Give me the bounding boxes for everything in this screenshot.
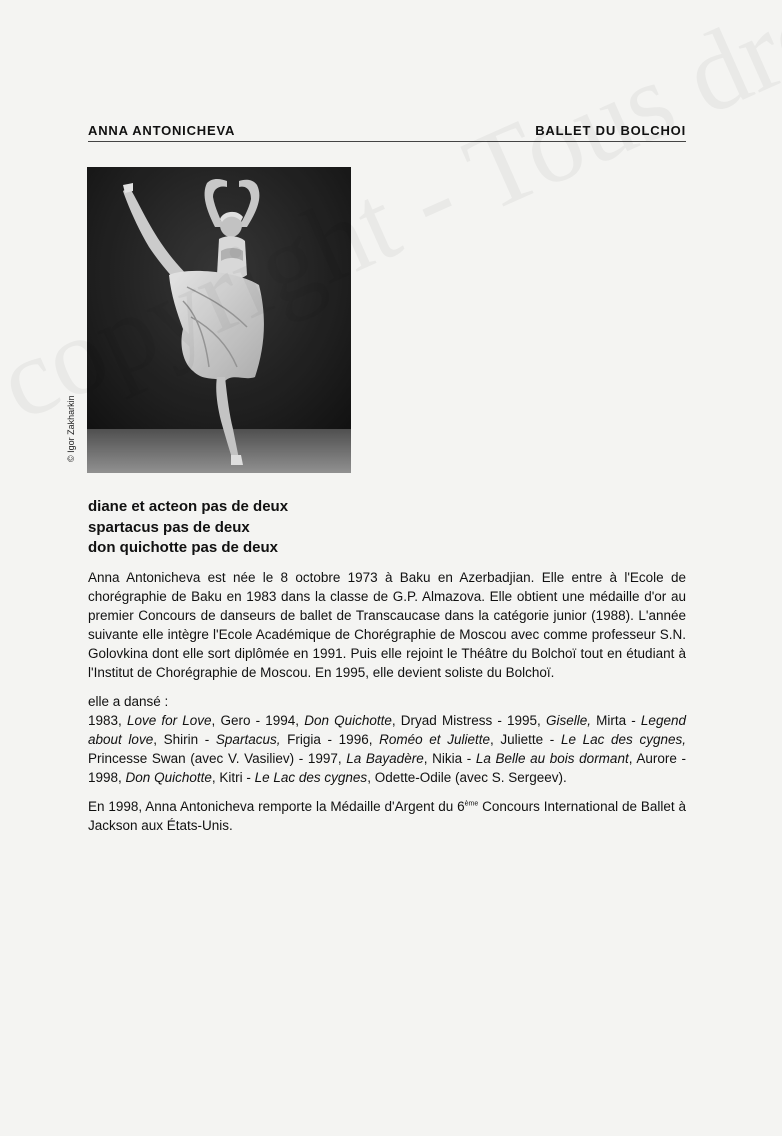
role-text: , Dryad Mistress - 1995, bbox=[391, 713, 546, 729]
repertoire-titles bbox=[88, 497, 288, 559]
award-text-after: Concours International de Ballet à Jackson aux États-Unis. bbox=[88, 798, 686, 833]
work-title: La Belle au bois dormant bbox=[475, 751, 629, 767]
header-divider bbox=[88, 141, 686, 142]
role-text: , Odette-Odile (avec S. Sergeev). bbox=[367, 770, 567, 786]
work-title: La Bayadère bbox=[346, 751, 424, 767]
award-paragraph bbox=[88, 798, 686, 836]
header-company-name: BALLET DU BOLCHOI bbox=[535, 123, 686, 138]
title-line: diane et acteon pas de deux bbox=[88, 498, 289, 515]
work-title: Giselle, bbox=[545, 713, 591, 729]
danse-label: elle a dansé : bbox=[88, 694, 169, 710]
work-title: Legend about love bbox=[88, 713, 686, 748]
header-artist-name: ANNA ANTONICHEVA bbox=[88, 123, 236, 138]
work-title: Roméo et Juliette bbox=[379, 732, 490, 748]
role-text: , Aurore - 1998, bbox=[88, 751, 686, 786]
role-text: Mirta - bbox=[590, 713, 641, 729]
role-text: , Gero - 1994, bbox=[211, 713, 305, 729]
ballerina-photo-illustration bbox=[87, 167, 351, 473]
role-text: 1983, bbox=[88, 713, 127, 729]
work-title: Don Quichotte bbox=[304, 713, 392, 729]
role-text: Frigia - 1996, bbox=[280, 732, 380, 748]
biography-body bbox=[88, 569, 686, 836]
work-title: Love for Love bbox=[126, 713, 212, 729]
photo-credit: © Igor Zakharkin bbox=[66, 395, 76, 462]
role-text: , Nikia - bbox=[423, 751, 476, 767]
work-title: Le Lac des cygnes bbox=[254, 770, 368, 786]
role-text: , Juliette - bbox=[489, 732, 561, 748]
role-text: Princesse Swan (avec V. Vasiliev) - 1997, bbox=[88, 751, 347, 767]
ballerina-photo bbox=[87, 167, 351, 473]
role-text: , Kitri - bbox=[211, 770, 255, 786]
role-text: , Shirin - bbox=[153, 732, 216, 748]
work-title: Spartacus, bbox=[215, 732, 281, 748]
title-line: don quichotte pas de deux bbox=[88, 539, 279, 556]
award-text-before: En 1998, Anna Antonicheva remporte la Médaille d'Argent du 6 bbox=[88, 798, 465, 814]
danse-list bbox=[88, 712, 686, 788]
title-line: spartacus pas de deux bbox=[88, 518, 250, 536]
work-title: Don Quichotte bbox=[125, 770, 212, 786]
page-header bbox=[88, 123, 686, 138]
bio-paragraph: Anna Antonicheva est née le 8 octobre 1973 à Baku en Azerbadjian. Elle entre à l'Ecole de chorégraphie de Baku en 1983 dans la classe de G.P. Almazova. Elle obtient une médaille d'or au premier Concours de danseurs de ballet de Transcaucase dans la catégorie junior (1988). L'année suivante elle intègre l'Ecole Académique de Chorégraphie de Moscou avec comme professeur S.N. Golovkina dont elle sort diplômée en 1991. Puis elle rejoint le Théâtre du Bolchoï tout en étudiant à l'Institut de Chorégraphie de Moscou. En 1995, elle devient soliste du Bolchoï. bbox=[88, 570, 686, 680]
award-superscript: ème bbox=[464, 800, 479, 808]
work-title: Le Lac des cygnes, bbox=[560, 732, 686, 748]
